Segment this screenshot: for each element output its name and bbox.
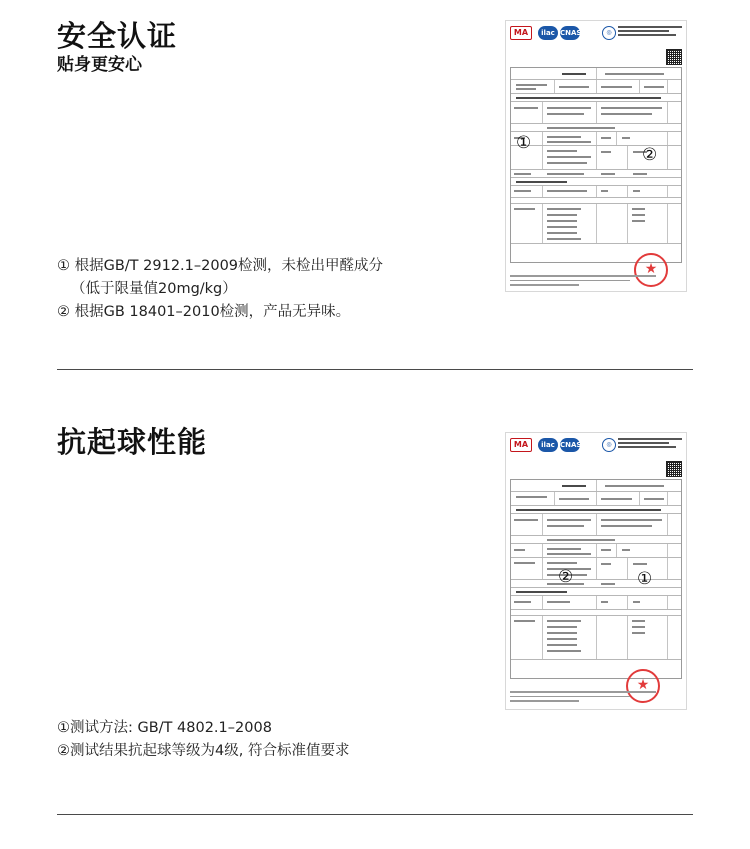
report-header (506, 21, 686, 47)
qr-code-icon (666, 49, 682, 65)
cma-logo: MA (510, 26, 532, 40)
anti-pilling-section (0, 372, 750, 817)
note-line: ①测试方法: GB/T 4802.1–2008 (57, 720, 272, 736)
report-table (510, 479, 682, 679)
marker-2: ② (558, 567, 574, 587)
cma-logo: MA (510, 438, 532, 452)
lab-seal-icon: ◎ (602, 438, 616, 452)
lab-name-block (618, 438, 682, 452)
report-footer (510, 275, 682, 289)
marker-2: ② (642, 145, 658, 165)
test-notes (57, 717, 349, 763)
cnas-logo: CNAS (560, 438, 580, 452)
test-notes (57, 255, 383, 324)
report-header (506, 433, 686, 459)
note-line: ②测试结果抗起球等级为4级, 符合标准值要求 (57, 743, 350, 759)
section-divider (57, 814, 693, 815)
lab-seal-icon: ◎ (602, 26, 616, 40)
section-title: 安全认证 (57, 19, 178, 53)
ilac-logo: ilac (538, 26, 558, 40)
marker-1: ① (637, 569, 653, 589)
section-subtitle: 贴身更安心 (57, 55, 142, 75)
report-footer (510, 691, 682, 705)
marker-1: ① (516, 133, 532, 153)
safety-certification-section (0, 0, 750, 372)
report-table (510, 67, 682, 263)
note-line: ① 根据GB/T 2912.1–2009检测，未检出甲醛成分 (57, 258, 384, 274)
ilac-logo: ilac (538, 438, 558, 452)
test-report-image (505, 432, 687, 710)
section-title: 抗起球性能 (57, 425, 208, 459)
cnas-logo: CNAS (560, 26, 580, 40)
section-divider (57, 369, 693, 370)
test-report-image (505, 20, 687, 292)
lab-name-block (618, 26, 682, 40)
note-line: （低于限量值20mg/kg） (71, 281, 237, 297)
qr-code-icon (666, 461, 682, 477)
note-line: ② 根据GB 18401–2010检测，产品无异味。 (57, 304, 351, 320)
